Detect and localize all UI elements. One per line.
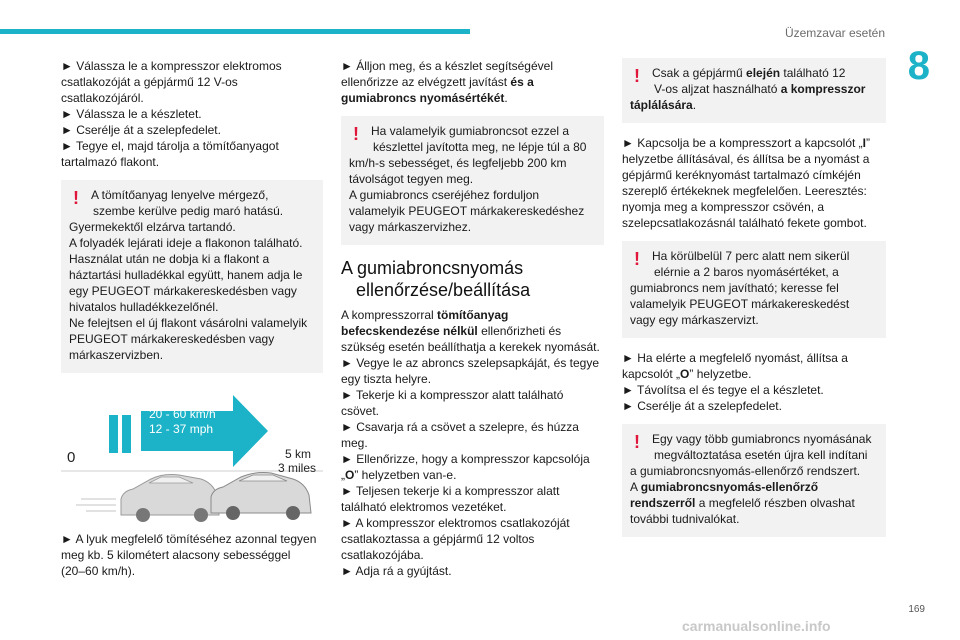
page-number: 169 [908,604,925,615]
car-rear-icon [121,475,219,523]
text-line: további tudnivalókat. [630,512,740,526]
text-line [341,74,604,90]
text-fragment: ► Kapcsolja be a kompresszort a kapcsolót „ [622,136,863,150]
speed-bar-2 [122,415,131,453]
text-line: található elektromos vezetéket. [341,500,507,514]
text-fragment: . [504,91,508,105]
instructions-drive [61,531,323,579]
column-2 [341,58,604,589]
text-line: szelepcsatlakozásnál található fekete gombot. [622,216,867,230]
text-line [622,366,886,382]
text-line: (20–60 km/h). [61,564,136,578]
text-line: gumiabroncs nem javítható; keresse fel [630,281,839,295]
text-line: ► Távolítsa el és tegye el a készletet. [622,383,824,397]
text-line: Ha valamelyik gumiabroncsot ezzel a [371,124,570,138]
text-line: Ha körülbelül 7 perc alatt nem sikerül [652,249,850,263]
text-line: egy PEUGEOT márkakereskedésben vagy [69,284,297,298]
text-line [630,81,878,97]
text-line: megváltoztatása esetén újra kell indítani [654,448,868,462]
text-line: szembe kerülve pedig maró hatású. [93,204,284,218]
column-3 [622,58,886,549]
speed-bar-1 [109,415,118,453]
text-fragment: „ [341,468,345,482]
instructions-disconnect [61,58,323,170]
header-accent-bar [0,29,470,34]
text-line: ► Cserélje át a szelepfedelet. [622,399,782,413]
text-fragment: . [692,98,697,112]
text-line: készlettel javította meg, ne lépje túl a 80 [373,140,587,154]
exclamation-icon: ! [73,188,79,208]
text-line: márkaszervizben. [69,348,164,362]
text-line: ► Ellenőrizze, hogy a kompresszor kapcsolója [341,452,590,466]
text-line: ► A lyuk megfelelő tömítéséhez azonnal tegyen [61,532,317,546]
chapter-number: 8 [907,44,930,88]
text-line: ► Adja rá a gyújtást. [341,564,452,578]
text-line: Egy vagy több gumiabroncs nyomásának [652,432,872,446]
text-line [630,65,878,81]
text-line: nyomja meg a kompresszor csövén, a [622,200,825,214]
text-fragment: ” helyzetben van-e. [354,468,457,482]
column-1 [61,58,323,589]
text-fragment: A [630,480,641,494]
text-fragment: ellenőrizze az elvégzett javítást [341,75,511,89]
text-fragment: kapcsolót „ [622,367,681,381]
text-bold: táplálására [630,98,693,112]
text-line: tartalmazó flakont. [61,155,160,169]
text-bold: I [862,136,866,150]
text-line: ► Tekerje ki a kompresszor alatt található [341,388,564,402]
text-line: szereplő értékeknek megfelelően. Leeresztés: [622,184,867,198]
distance-km-label: 5 km [285,447,312,461]
text-line: helyzetbe állításával, és állítsa be a nyomást a [622,152,870,166]
watermark: carmanualsonline.info [682,618,831,634]
section-heading [341,257,604,301]
text-fragment: Csak a gépjármű [652,66,747,80]
text-line [341,323,604,339]
text-fragment: a megfelelő részben olvashat [695,496,855,510]
text-line: vagy márkaszervizhez. [349,220,472,234]
text-line: valamelyik PEUGEOT márkakereskedéshez [349,204,585,218]
text-line [341,307,604,323]
text-line: háztartási hulladékkal együtt, hanem adja le [69,268,303,282]
text-bold: elején [746,66,781,80]
car-front-icon [211,473,311,521]
text-line [630,495,878,511]
text-line: Gyermekektől elzárva tartandó. [69,220,236,234]
instructions-pressure [341,307,604,579]
text-bold: tömítőanyag [437,308,509,322]
warning-box-tpms [622,424,886,537]
text-line: Ne felejtsen el új flakont vásárolni valamelyik [69,316,308,330]
heading-line: ellenőrzése/beállítása [356,280,531,300]
text-line: csatlakozójáról. [61,91,144,105]
text-bold: O [345,468,355,482]
text-line: csatlakozóját a gépjármű 12 V-os [61,75,238,89]
text-line: meg. [341,436,368,450]
text-line: szükség esetén beállíthatja a kerekek nyomását. [341,340,600,354]
text-line: ► Cserélje át a szelepfedelet. [61,123,221,137]
warning-box-speed-limit [341,116,604,245]
text-line: Használat után ne dobja ki a flakont a [69,252,270,266]
exclamation-icon: ! [634,66,640,86]
text-line: valamelyik PEUGEOT márkakereskedést [630,297,850,311]
text-line: ► Teljesen tekerje ki a kompresszor alatt [341,484,560,498]
text-line: elérnie a 2 baros nyomásértéket, a [654,265,839,279]
text-line [341,90,604,106]
speed-distance-illustration [61,395,323,523]
text-bold: gumiabroncsnyomás-ellenőrző [640,480,819,494]
text-line: a gumiabroncsnyomás-ellenőrző rendszert. [630,464,861,478]
instructions-inflate [622,135,886,231]
heading-line: A gumiabroncsnyomás [341,258,524,278]
text-line: km/h-s sebességet, és legfeljebb 200 km [349,156,567,170]
text-fragment: található 12 [780,66,846,80]
text-line [341,467,604,483]
text-bold: a kompresszor [780,82,866,96]
text-line: ► Tegye el, majd tárolja a tömítőanyagot [61,139,279,153]
text-line: ► Vegye le az abroncs szelepsapkáját, és tegye [341,356,600,370]
section-title: Üzemzavar esetén [784,26,885,40]
text-bold: és a [510,75,534,89]
text-line: egy tiszta helyre. [341,372,432,386]
text-line: csövet. [341,404,380,418]
text-line: ► Válassza le a kompresszor elektromos [61,59,282,73]
text-line [630,479,878,495]
text-bold: O [680,367,690,381]
warning-box-sealant [61,180,323,373]
text-line: gépjármű keréknyomást tartalmazó címkéjén [622,168,861,182]
exclamation-icon: ! [634,432,640,452]
text-line: csatlakoztassa a gépjármű 12 voltos [341,532,535,546]
text-fragment: V-os aljzat használható [654,82,781,96]
text-fragment: A kompresszorral [341,308,438,322]
text-bold: rendszerről [630,496,696,510]
text-bold: befecskendezése nélkül [341,324,478,338]
text-fragment: ” helyzetbe. [689,367,752,381]
text-line: ► Ha elérte a megfelelő nyomást, állítsa a [622,351,848,365]
warning-box-socket [622,58,886,123]
text-line: A folyadék lejárati ideje a flakonon található. [69,236,303,250]
motion-lines [76,499,116,511]
start-distance-label: 0 [67,449,76,466]
text-line: távolságot tegyen meg. [349,172,474,186]
text-line: PEUGEOT márkakereskedésben vagy [69,332,275,346]
instructions-finish [622,350,886,414]
text-line: hivatalos hulladékkezelőnél. [69,300,219,314]
text-line: ► Válassza le a készletet. [61,107,202,121]
distance-miles-label: 3 miles [278,461,317,475]
text-line: ► A kompresszor elektromos csatlakozóját [341,516,570,530]
exclamation-icon: ! [353,124,359,144]
text-line: meg kb. 5 kilométert alacsony sebességgel [61,548,291,562]
text-line: A gumiabroncs cseréjéhez forduljon [349,188,540,202]
text-line: ► Csavarja rá a csövet a szelepre, és húzza [341,420,579,434]
text-line [622,135,886,151]
text-line: A tömítőanyag lenyelve mérgező, [91,188,269,202]
text-line: vagy egy márkaszervizt. [630,313,759,327]
warning-box-pressure-time [622,241,886,338]
text-line: ► Álljon meg, és a készlet segítségével [341,59,553,73]
speed-kmh-label: 20 - 60 km/h [149,407,216,421]
text-line [630,97,878,113]
text-bold: gumiabroncs nyomásértékét [341,91,505,105]
text-fragment: ” [866,136,870,150]
text-fragment: ellenőrizheti és [477,324,562,338]
instructions-check-repair [341,58,604,106]
text-line: csatlakozójába. [341,548,424,562]
exclamation-icon: ! [634,249,640,269]
speed-mph-label: 12 - 37 mph [149,422,214,436]
